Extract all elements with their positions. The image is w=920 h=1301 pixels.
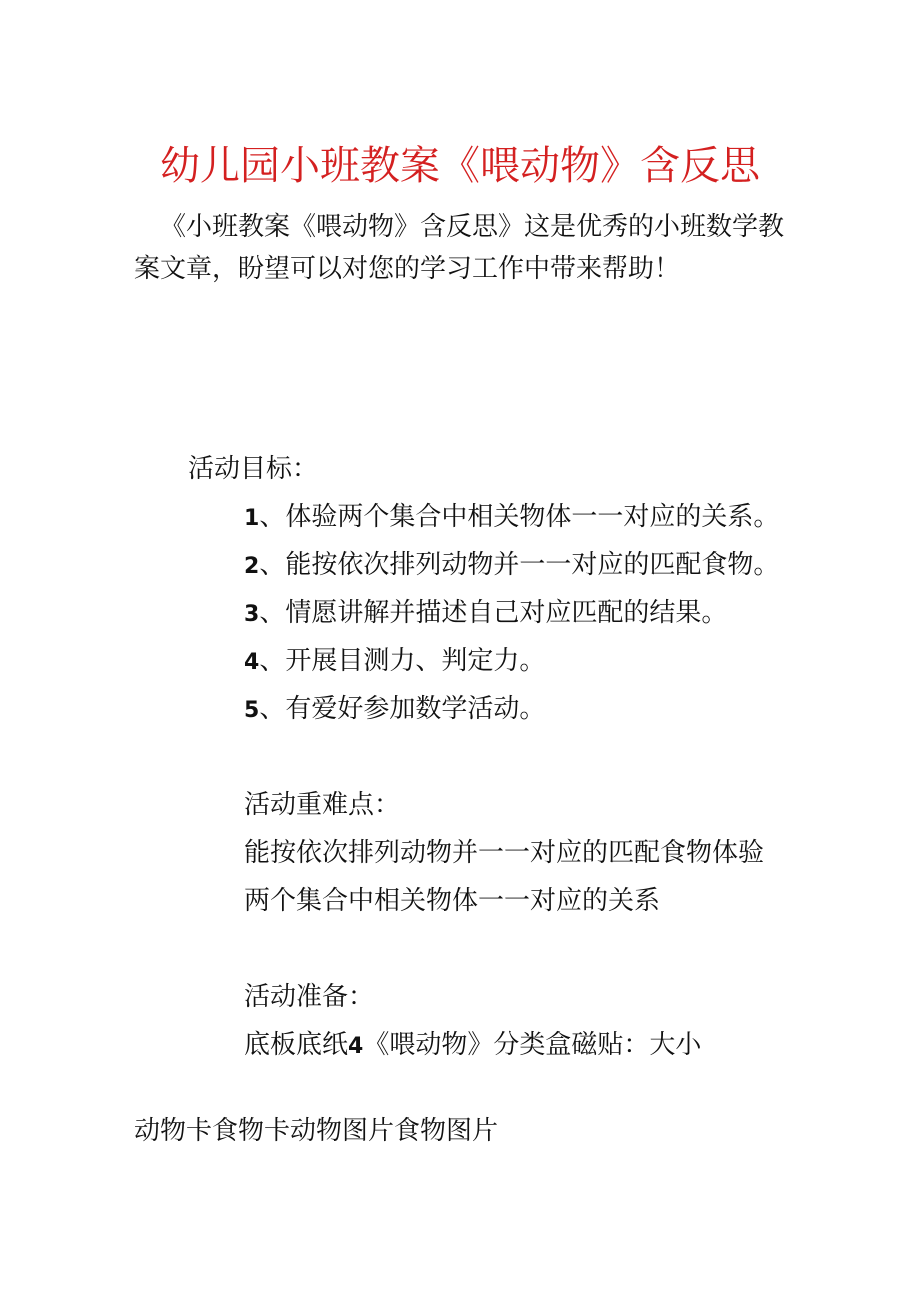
goal-number: 5	[244, 698, 260, 723]
goal-text: 体验两个集合中相关物体一一对应的关系。	[285, 502, 780, 532]
keypoints-line-2: 两个集合中相关物体一一对应的关系	[244, 886, 661, 916]
intro-line-2: 案文章，盼望可以对您的学习工作中带来帮助！	[134, 254, 681, 284]
document-title: 幼儿园小班教案《喂动物》含反思	[160, 143, 760, 189]
goal-text: 情愿讲解并描述自己对应匹配的结果。	[285, 598, 728, 628]
goal-text: 能按依次排列动物并一一对应的匹配食物。	[285, 550, 780, 580]
goal-number: 4	[244, 650, 260, 675]
goal-text: 开展目测力、判定力。	[285, 646, 546, 676]
goals-heading: 活动目标：	[188, 454, 319, 484]
goal-item-1: 1、体验两个集合中相关物体一一对应的关系。	[244, 502, 780, 532]
goal-text: 有爱好参加数学活动。	[285, 694, 546, 724]
goal-item-4: 4、开展目测力、判定力。	[244, 646, 546, 676]
goal-item-3: 3、情愿讲解并描述自己对应匹配的结果。	[244, 598, 728, 628]
preparation-line-1: 底板底纸4《喂动物》分类盒磁贴：大小	[244, 1030, 702, 1060]
preparation-heading: 活动准备：	[244, 982, 375, 1012]
keypoints-line-1: 能按依次排列动物并一一对应的匹配食物体验	[244, 838, 765, 868]
goal-item-5: 5、有爱好参加数学活动。	[244, 694, 546, 724]
goal-number: 2	[244, 554, 260, 579]
goal-number: 3	[244, 602, 260, 627]
keypoints-heading: 活动重难点：	[244, 790, 401, 820]
intro-line-1: 《小班教案《喂动物》含反思》这是优秀的小班数学教	[160, 212, 785, 242]
goal-number: 1	[244, 506, 260, 531]
preparation-line-2: 动物卡食物卡动物图片食物图片	[134, 1116, 499, 1146]
goal-item-2: 2、能按依次排列动物并一一对应的匹配食物。	[244, 550, 780, 580]
board-count: 4	[348, 1034, 364, 1059]
intro-paragraph	[134, 206, 794, 290]
